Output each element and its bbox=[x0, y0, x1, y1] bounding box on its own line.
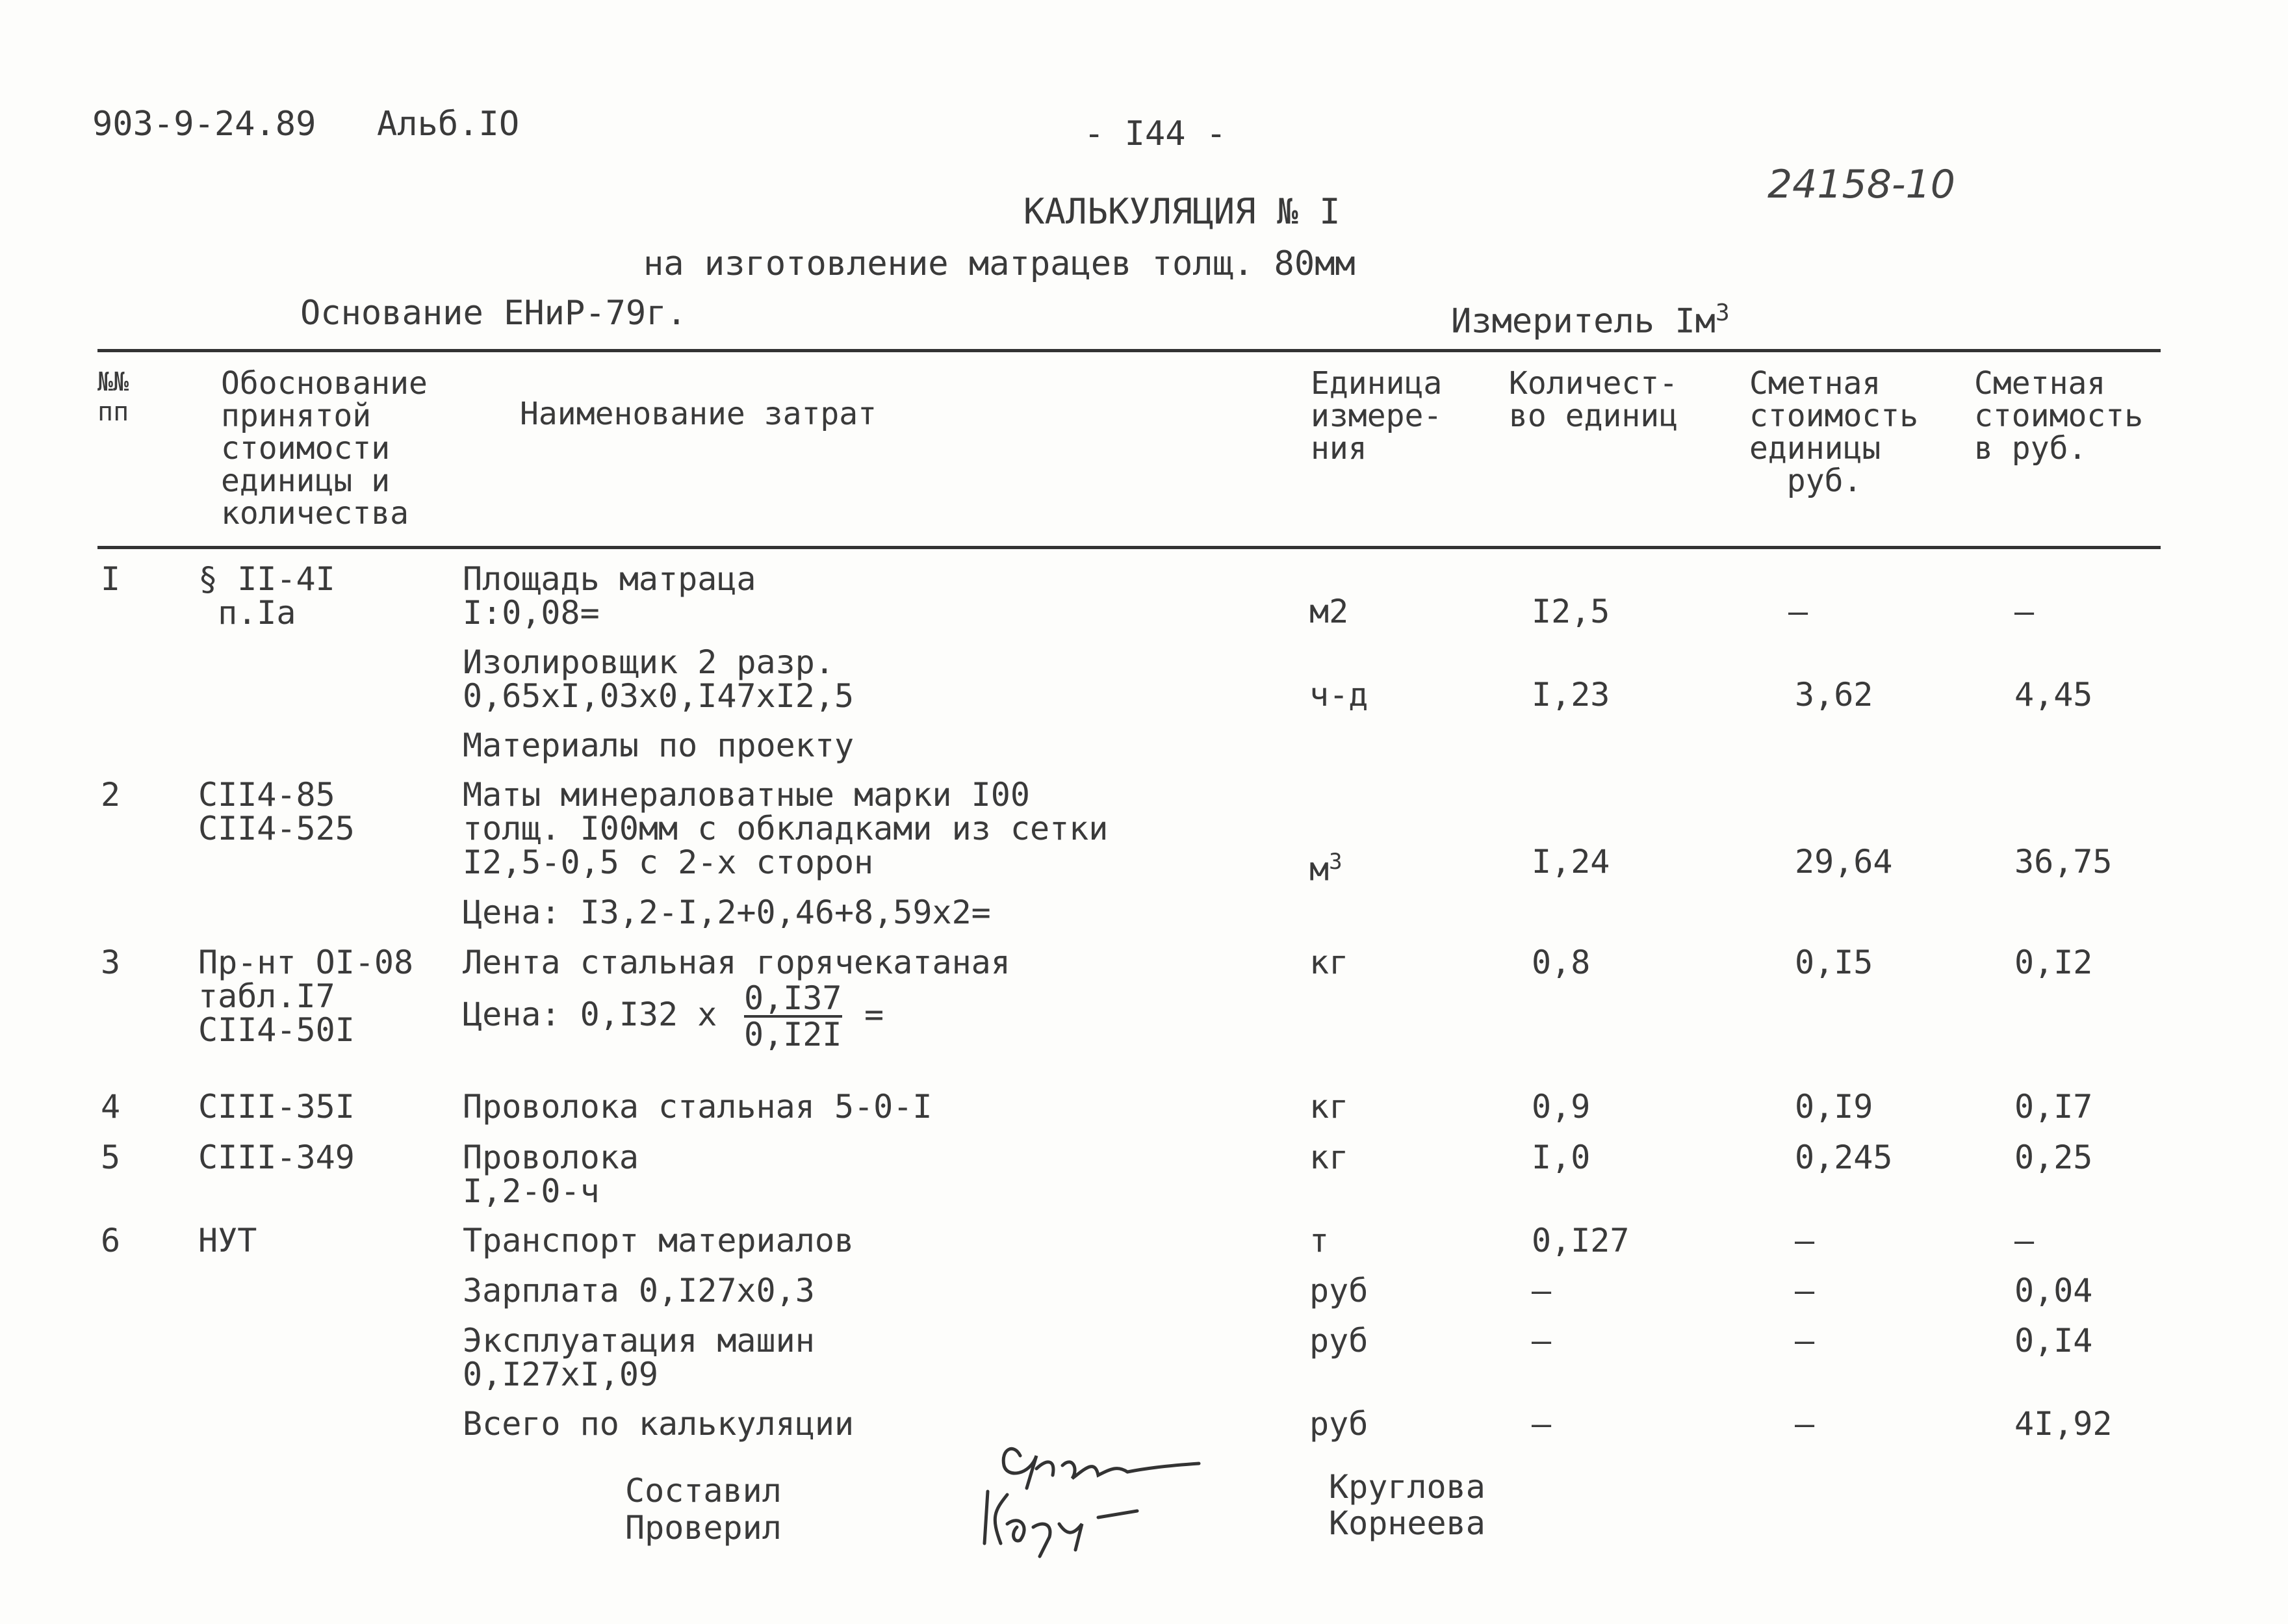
row-unit-cost: – bbox=[1788, 593, 1808, 630]
row-unit-cost: 0,245 bbox=[1795, 1139, 1893, 1176]
basis: Основание ЕНиР-79г. bbox=[300, 294, 687, 333]
row-qty: – bbox=[1532, 1322, 1552, 1360]
row-total-cost: 0,I7 bbox=[2014, 1088, 2093, 1126]
fraction-numerator: 0,I37 bbox=[744, 979, 842, 1017]
row-name: Площадь матраца I:0,08= bbox=[463, 560, 756, 632]
row-qty: I,24 bbox=[1532, 843, 1610, 881]
row-justification: НУТ bbox=[198, 1222, 257, 1259]
total-row-unit: руб bbox=[1309, 1405, 1369, 1443]
row-unit-cost: 3,62 bbox=[1795, 676, 1873, 714]
row-name: Проволока стальная 5-0-I bbox=[463, 1088, 932, 1126]
checked-label: Проверил bbox=[625, 1509, 782, 1547]
row-name: Проволока I,2-0-ч bbox=[463, 1139, 639, 1210]
page-number: - I44 - bbox=[1084, 114, 1227, 153]
row-unit: руб bbox=[1309, 1322, 1369, 1360]
row-justification: CIII-35I bbox=[198, 1088, 355, 1126]
row-qty: – bbox=[1532, 1272, 1552, 1309]
row-total-cost: – bbox=[2014, 1222, 2035, 1259]
row-unit-superscript: 3 bbox=[1329, 849, 1343, 875]
table-top-rule bbox=[97, 349, 2161, 352]
total-row-total-cost: 4I,92 bbox=[2014, 1405, 2113, 1443]
row-unit-cost: – bbox=[1795, 1222, 1815, 1259]
row-total-cost: – bbox=[2014, 593, 2035, 630]
row-name: Транспорт материалов bbox=[463, 1222, 855, 1259]
row-total-cost: 0,I4 bbox=[2014, 1322, 2093, 1360]
col-header-qty: Количест- во единиц bbox=[1509, 365, 1678, 434]
row-num: 3 bbox=[101, 944, 121, 981]
row-unit-cost: 0,I5 bbox=[1795, 944, 1873, 981]
col-header-unit: Единица измере- ния bbox=[1311, 365, 1443, 467]
row-name: Изолировщик 2 разр. 0,65хI,03х0,I47хI2,5 bbox=[463, 643, 855, 715]
col-header-unit-cost: Сметная стоимость единицы руб. bbox=[1749, 365, 1919, 499]
meter bbox=[1451, 296, 1730, 341]
document-subtitle: на изготовление матрацев толщ. 80мм bbox=[643, 244, 1356, 283]
row-qty: I,23 bbox=[1532, 676, 1610, 714]
equals-sign: = bbox=[864, 996, 884, 1033]
row-justification: CIII-349 bbox=[198, 1139, 355, 1176]
row-name: Лента стальная горячекатаная bbox=[463, 944, 1010, 981]
col-header-num: №№ пп bbox=[97, 367, 129, 427]
compiled-name: Круглова bbox=[1329, 1468, 1485, 1506]
col-header-justification: Обоснование принятой стоимости единицы и количества bbox=[221, 365, 428, 532]
row-qty: I,0 bbox=[1532, 1139, 1591, 1176]
col-header-name: Наименование затрат bbox=[520, 396, 877, 432]
row-qty: 0,8 bbox=[1532, 944, 1591, 981]
row-total-cost: 0,04 bbox=[2014, 1272, 2093, 1309]
row-unit: кг bbox=[1309, 944, 1349, 981]
row-total-cost: 0,25 bbox=[2014, 1139, 2093, 1176]
row-unit: руб bbox=[1309, 1272, 1369, 1309]
row-justification: Пр-нт OI-08 табл.I7 CII4-50I bbox=[198, 944, 414, 1049]
row-total-cost: 0,I2 bbox=[2014, 944, 2093, 981]
row-unit: м2 bbox=[1309, 593, 1349, 630]
row-qty: I2,5 bbox=[1532, 593, 1610, 630]
row-unit: кг bbox=[1309, 1139, 1349, 1176]
row-total-cost: 36,75 bbox=[2014, 843, 2113, 881]
row-unit: ч-д bbox=[1309, 676, 1369, 714]
compiled-label: Составил bbox=[625, 1472, 782, 1510]
handwritten-stamp: 24158-10 bbox=[1767, 162, 1955, 207]
document-title: КАЛЬКУЛЯЦИЯ № I bbox=[1023, 191, 1341, 232]
row-name: Материалы по проекту bbox=[463, 727, 855, 764]
col-header-total-cost: Сметная стоимость в руб. bbox=[1974, 365, 2144, 467]
row-unit-cost: – bbox=[1795, 1322, 1815, 1360]
row-name: Эксплуатация машин 0,I27хI,09 bbox=[463, 1322, 815, 1393]
row-num: 5 bbox=[101, 1139, 121, 1176]
row-unit-cost: – bbox=[1795, 1272, 1815, 1309]
row-justification: § II-4I п.Ia bbox=[198, 560, 335, 632]
row-unit-cost: 29,64 bbox=[1795, 843, 1893, 881]
row-num: 2 bbox=[101, 776, 121, 814]
total-row-qty: – bbox=[1532, 1405, 1552, 1443]
doc-code: 903-9-24.89 bbox=[92, 105, 316, 144]
row-name: Маты минераловатные марки I00 толщ. I00мм с обкладками из сетки I2,5-0,5 с 2-х сторон bbox=[463, 776, 1109, 881]
row-justification: CII4-85 CII4-525 bbox=[198, 776, 355, 847]
row-unit-base: м bbox=[1309, 850, 1330, 888]
row-qty: 0,9 bbox=[1532, 1088, 1591, 1126]
row-unit: т bbox=[1309, 1222, 1330, 1259]
total-row-name: Всего по калькуляции bbox=[463, 1405, 855, 1443]
header-bottom-rule bbox=[97, 546, 2161, 549]
row-unit-cost: 0,I9 bbox=[1795, 1088, 1873, 1126]
price-label: Цена: 0,I32 х bbox=[463, 996, 717, 1033]
checked-name: Корнеева bbox=[1329, 1504, 1485, 1542]
meter-label: Измеритель Iм bbox=[1451, 302, 1716, 341]
row-num: 4 bbox=[101, 1088, 121, 1126]
signature-checked bbox=[968, 1478, 1163, 1563]
fraction-denominator: 0,I2I bbox=[744, 1016, 842, 1053]
price-fraction bbox=[744, 981, 842, 1051]
row-num: 6 bbox=[101, 1222, 121, 1259]
row-total-cost: 4,45 bbox=[2014, 676, 2093, 714]
row-unit: кг bbox=[1309, 1088, 1349, 1126]
row-name: Зарплата 0,I27х0,3 bbox=[463, 1272, 815, 1309]
meter-superscript: 3 bbox=[1716, 300, 1730, 326]
row-name: Цена: I3,2-I,2+0,46+8,59х2= bbox=[463, 894, 991, 931]
total-row-unit-cost: – bbox=[1795, 1405, 1815, 1443]
album-number: Альб.IO bbox=[377, 105, 520, 144]
row-num: I bbox=[101, 560, 121, 598]
row-unit bbox=[1309, 845, 1343, 886]
row-qty: 0,I27 bbox=[1532, 1222, 1630, 1259]
